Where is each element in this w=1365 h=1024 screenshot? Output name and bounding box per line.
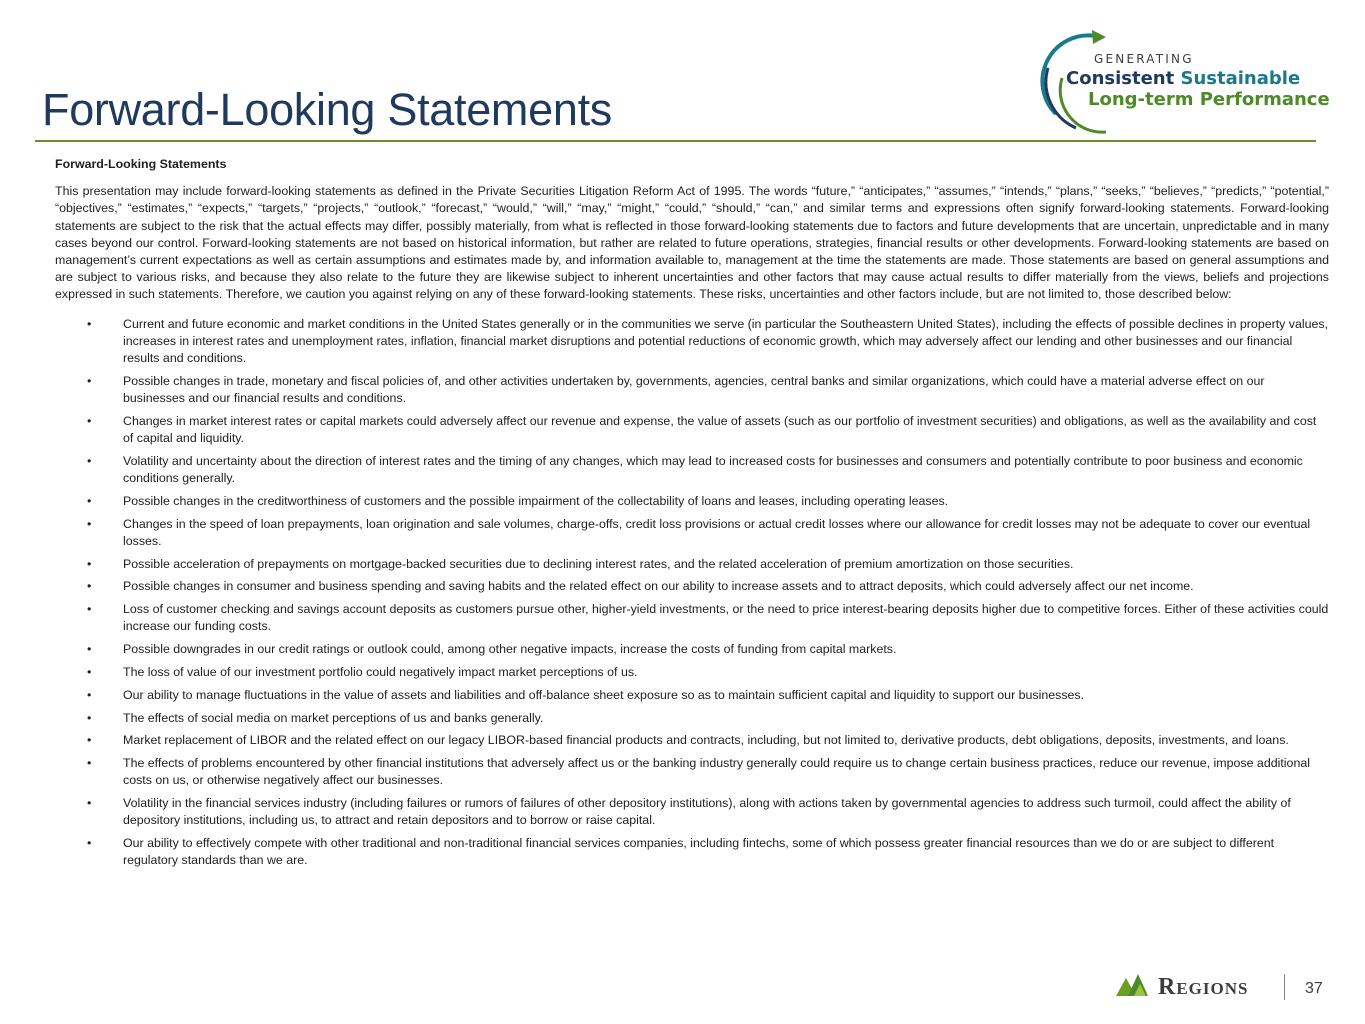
list-item	[55, 493, 1329, 510]
bullet-marker: •	[87, 373, 92, 388]
logo-line-1	[1066, 68, 1300, 89]
bullet-marker: •	[87, 453, 92, 468]
page-number: 37	[1305, 980, 1323, 997]
list-item	[55, 556, 1329, 573]
logo-generating-text: GENERATING	[1094, 52, 1194, 66]
statement-body	[55, 156, 1329, 875]
bullet-marker: •	[87, 413, 92, 428]
bullet-marker: •	[87, 579, 92, 594]
list-item	[55, 316, 1329, 368]
logo-consistent-text: Consistent	[1066, 68, 1175, 89]
bullet-marker: •	[87, 665, 92, 680]
list-item-text: Volatility in the financial services industry (including failures or rumors of failures of other depository institutions), along with actions taken by governmental agencies to address such turmoil, could affect the ability of depository institutions, including us, to attract and retain depositors and to borrow or raise capital.	[123, 796, 1291, 828]
footer-separator	[1284, 974, 1285, 1000]
bullet-marker: •	[87, 687, 92, 702]
list-item-text: Possible changes in trade, monetary and fiscal policies of, and other activities undertaken by, governments, agencies, central banks and similar organizations, which could have a material adverse effect on our businesses and our financial results and conditions.	[123, 373, 1265, 406]
bullet-marker: •	[87, 602, 92, 617]
logo-long-term-text: Long-term Performance	[1088, 89, 1330, 110]
bullet-marker: •	[87, 493, 92, 508]
page-title: Forward-Looking Statements	[42, 84, 612, 136]
list-item-text: Possible changes in consumer and business spending and saving habits and the related effect on our ability to increase assets and to attract deposits, which could adversely affect our net income.	[123, 579, 1194, 594]
bullet-marker: •	[87, 642, 92, 657]
list-item-text: Our ability to manage fluctuations in the value of assets and liabilities and off-balance sheet exposure so as to maintain sufficient capital and liquidity to support our businesses.	[123, 687, 1085, 702]
bullet-marker: •	[87, 710, 92, 725]
list-item	[55, 835, 1329, 869]
list-item-text: The effects of social media on market perceptions of us and banks generally.	[123, 710, 544, 725]
intro-paragraph: This presentation may include forward-looking statements as defined in the Private Securities Litigation Reform Act of 1995. The words “future,” “anticipates,” “assumes,” “intends,” “plans,” “seeks,” “believes,” “predicts,” “potential,” “objectives,” “estimates,” “expects,” “targets,” “projects,” “outlook,” “forecast,” “would,” “will,” “may,” “might,” “could,” “should,” “can,” and similar terms and expressions often signify forward-looking statements. Forward-looking statements are subject to the risk that the actual effects may differ, possibly materially, from what is reflected in those forward-looking statements due to factors and future developments that are uncertain, unpredictable and in many cases beyond our control. Forward-looking statements are not based on historical information, but rather are related to future operations, strategies, financial results or other developments. Forward-looking statements are based on management’s current expectations as well as certain assumptions and estimates made by, and information available to, management at the time the statements are made. Those statements are based on general assumptions and are subject to various risks, and because they also relate to the future they are likewise subject to inherent uncertainties and other factors that may cause actual results to differ materially from the views, beliefs and projections expressed in such statements. Therefore, we caution you against relying on any of these forward-looking statements. These risks, uncertainties and other factors include, but are not limited to, those described below:	[55, 184, 1329, 302]
logo-sustainable-text: Sustainable	[1180, 68, 1301, 89]
list-item	[55, 664, 1329, 681]
generating-performance-logo	[1036, 28, 1330, 138]
list-item-text: Loss of customer checking and savings account deposits as customers pursue other, higher-yield investments, or the need to price interest-bearing deposits higher due to competitive forces. Either of these activities could increase our funding costs.	[123, 602, 1329, 634]
list-item-text: The loss of value of our investment portfolio could negatively impact market perceptions of us.	[123, 665, 638, 680]
list-item-text: Current and future economic and market conditions in the United States generally or in the communities we serve (in particular the Southeastern United States), including the effects of possible declines in property values, increases in interest rates and unemployment rates, inflation, financial market disruptions and potential reductions of economic growth, which may adversely affect our lending and other businesses and our financial results and conditions.	[123, 316, 1329, 366]
bullet-marker: •	[87, 516, 92, 531]
list-item-text: Market replacement of LIBOR and the related effect on our legacy LIBOR-based financial products and contracts, including, but not limited to, derivative products, debt obligations, deposits, investments, and loans.	[123, 733, 1289, 748]
bullet-marker: •	[87, 556, 92, 571]
brand-name: Regions	[1158, 974, 1249, 1000]
list-item	[55, 795, 1329, 829]
list-item-text: Changes in the speed of loan prepayments, loan origination and sale volumes, charge-offs, credit loss provisions or actual credit losses where our allowance for credit losses may not be adequate to cover our eventual losses.	[123, 516, 1311, 548]
section-heading: Forward-Looking Statements	[55, 157, 227, 171]
list-item	[55, 687, 1329, 704]
list-item	[55, 578, 1329, 595]
list-item-text: Our ability to effectively compete with other traditional and non-traditional financial services companies, including fintechs, some of which possess greater financial resources than we do or are subject to different regulatory standards than we are.	[123, 836, 1275, 868]
list-item-text: Possible downgrades in our credit ratings or outlook could, among other negative impacts, increase the costs of funding from capital markets.	[123, 642, 897, 657]
list-item	[55, 641, 1329, 658]
list-item-text: Changes in market interest rates or capital markets could adversely affect our revenue and expense, the value of assets (such as our portfolio of investment securities) and obligations, as well as the availability and cost of capital and liquidity.	[123, 413, 1317, 446]
risk-factor-list	[55, 316, 1329, 870]
list-item-text: Possible acceleration of prepayments on mortgage-backed securities due to declining interest rates, and the related acceleration of premium amortization on those securities.	[123, 556, 1074, 571]
list-item	[55, 732, 1329, 749]
list-item	[55, 413, 1329, 447]
list-item	[55, 601, 1329, 635]
bullet-marker: •	[87, 796, 92, 811]
list-item	[55, 516, 1329, 550]
list-item-text: Volatility and uncertainty about the direction of interest rates and the timing of any changes, which may lead to increased costs for businesses and consumers and potentially contribute to poor business and economic conditions generally.	[123, 453, 1303, 486]
bullet-marker: •	[87, 316, 92, 331]
list-item	[55, 755, 1329, 789]
list-item	[55, 710, 1329, 727]
list-item-text: The effects of problems encountered by other financial institutions that adversely affect us or the banking industry generally could require us to change certain business practices, reduce our revenue, impose additional costs on us, or otherwise negatively affect our businesses.	[123, 756, 1310, 788]
bullet-marker: •	[87, 756, 92, 771]
bullet-marker: •	[87, 733, 92, 748]
bullet-marker: •	[87, 836, 92, 851]
regions-triangle-icon	[1114, 968, 1154, 1000]
list-item-text: Possible changes in the creditworthiness of customers and the possible impairment of the collectability of loans and leases, including operating leases.	[123, 493, 949, 508]
list-item	[55, 373, 1329, 407]
header-divider	[35, 140, 1316, 142]
list-item	[55, 453, 1329, 487]
